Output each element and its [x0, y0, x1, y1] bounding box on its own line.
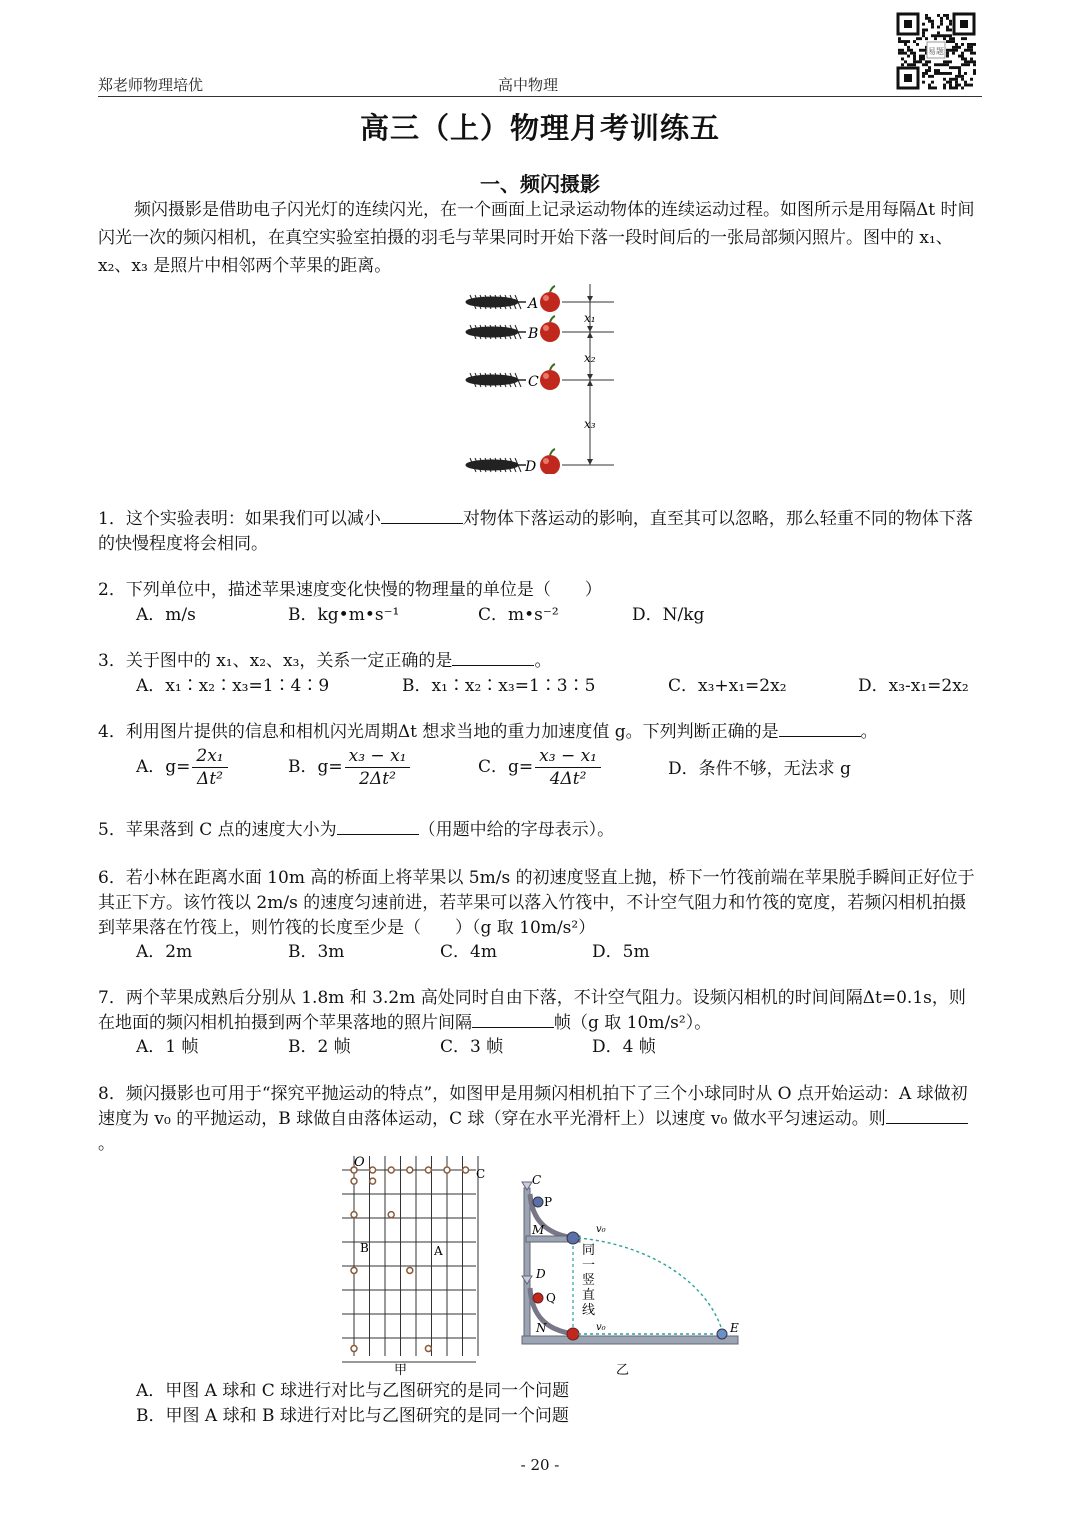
grid-ball-dot [425, 1167, 431, 1173]
yi-label-C: C [532, 1173, 542, 1187]
yi-label-v0-bottom: v₀ [596, 1322, 606, 1333]
qr-code [896, 12, 976, 90]
q6-option-a: A．2m [136, 942, 193, 962]
q4-option-c [478, 745, 601, 790]
question-8-stem [98, 1082, 980, 1157]
question-2-options [0, 603, 1080, 629]
grid-ball-dot [370, 1167, 376, 1173]
jia-caption: 甲 [394, 1363, 408, 1378]
grid-ball-dot [351, 1267, 357, 1273]
jia-label-B: B [360, 1241, 369, 1255]
jia-label-A: A [434, 1244, 443, 1258]
header-left: 郑老师物理培优 [98, 76, 204, 94]
q3-option-b: B．x₁∶x₂∶x₃=1∶3∶5 [402, 676, 596, 696]
q2-option-c: C．m•s⁻² [478, 605, 559, 625]
q4-a-numerator: 2x₁ [192, 745, 227, 768]
yi-label-Q: Q [546, 1291, 556, 1305]
feather-icon [466, 325, 526, 339]
yi-caption: 乙 [616, 1363, 630, 1378]
q4-option-a [136, 745, 228, 790]
q7-text-b: 帧（g 取 10m/s²）。 [554, 1013, 712, 1033]
q4-b-denominator: 2Δt² [359, 769, 396, 789]
q2-option-d: D．N/kg [632, 605, 705, 625]
yi-label-v0-top: v₀ [596, 1224, 606, 1235]
grid-ball-dot [407, 1267, 413, 1273]
q3-option-d: D．x₃-x₁=2x₂ [858, 676, 969, 696]
question-7-options [0, 1035, 1080, 1061]
apple-icon [540, 449, 560, 474]
apple-icon [540, 364, 560, 390]
grid-ball-dot [370, 1178, 376, 1184]
page-number: - 20 - [520, 1456, 560, 1474]
q3-option-c: C．x₃+x₁=2x₂ [668, 676, 787, 696]
q4-option-b-label: B．g= [288, 757, 343, 777]
figure-yi-apparatus [516, 1170, 744, 1382]
q7-option-d: D．4 帧 [592, 1037, 656, 1057]
q1-text-b: 对物体下落运动的影响，直至其可以忽略，那么轻重不同的物体下落的快慢程度将会相同。 [98, 509, 973, 554]
figure-jia-grid [336, 1152, 496, 1382]
yi-label-D: D [536, 1267, 546, 1281]
q8-option-a: A．甲图 A 球和 C 球进行对比与乙图研究的是同一个问题 [136, 1381, 570, 1401]
grid-ball-dot [407, 1167, 413, 1173]
q2-option-a: A．m/s [136, 605, 196, 625]
q4-text-b: 。 [860, 722, 878, 742]
q5-blank [337, 818, 419, 835]
q3-blank [452, 649, 534, 666]
q4-b-numerator: x₃ − x₁ [345, 745, 411, 768]
page-title: 高三（上）物理月考训练五 [359, 111, 720, 145]
q7-option-c: C．3 帧 [440, 1037, 504, 1057]
q3-option-a: A．x₁∶x₂∶x₃=1∶4∶9 [136, 676, 330, 696]
grid-ball-dot [351, 1346, 357, 1352]
q6-option-b: B．3m [288, 942, 345, 962]
q4-c-denominator: 4Δt² [549, 769, 587, 789]
qr-code-graphic [896, 12, 976, 90]
q7-option-b: B．2 帧 [288, 1037, 351, 1057]
q7-blank [472, 1011, 554, 1028]
yi-label-E: E [730, 1321, 739, 1335]
q4-c-numerator: x₃ − x₁ [535, 745, 601, 768]
q3-text-a: 3．关于图中的 x₁、x₂、x₃，关系一定正确的是 [98, 651, 453, 671]
q4-option-a-label: A．g= [136, 757, 191, 777]
question-6-options [0, 940, 1080, 966]
yi-vertical-line-text: 同一竖直线 [582, 1243, 596, 1318]
dim-x1: x₁ [584, 311, 596, 325]
q4-text-a: 4．利用图片提供的信息和相机闪光周期Δt 想求当地的重力加速度值 g。下列判断正确的是 [98, 722, 779, 742]
q4-option-d: D．条件不够，无法求 g [668, 759, 851, 779]
q1-text-a: 1．这个实验表明：如果我们可以减小 [98, 509, 381, 529]
q2-option-b: B．kg•m•s⁻¹ [288, 605, 400, 625]
question-7 [98, 986, 980, 1036]
q6-option-c: C．4m [440, 942, 497, 962]
jia-label-O: O [354, 1155, 365, 1170]
yi-label-N: N [536, 1321, 547, 1335]
qr-logo-text: 易题 [928, 47, 944, 56]
question-1 [98, 507, 980, 557]
jia-label-C: C [476, 1167, 486, 1181]
intro-paragraph: 频闪摄影是借助电子闪光灯的连续闪光，在一个画面上记录运动物体的连续运动过程。如图所示是用每隔Δt 时间闪光一次的频闪相机，在真空实验室拍摄的羽毛与苹果同时开始下落一段时间后的一张局部频闪照片。图中的 x₁、x₂、x₃ 是照片中相邻两个苹果的距离。 [98, 200, 975, 276]
q4-a-denominator: Δt² [197, 769, 223, 789]
q8-option-b: B．甲图 A 球和 B 球进行对比与乙图研究的是同一个问题 [136, 1406, 569, 1426]
question-8-options [136, 1379, 936, 1429]
q5-text-a: 5．苹果落到 C 点的速度大小为 [98, 820, 337, 840]
grid-ball-dot [388, 1212, 394, 1218]
q7-text-a: 7．两个苹果成熟后分别从 1.8m 和 3.2m 高处同时自由下落，不计空气阻力。设频闪相机的时间间隔Δt=0.1s，则在地面的频闪相机拍摄到两个苹果落地的照片间隔 [98, 988, 966, 1033]
question-2-stem: 2．下列单位中，描述苹果速度变化快慢的物理量的单位是（ ） [98, 580, 602, 600]
q8-text-a: 8．频闪摄影也可用于“探究平抛运动的特点”，如图甲是用频闪相机拍下了三个小球同时从 O 点开始运动：A 球做初速度为 v₀ 的平抛运动，B 球做自由落体运动，C 球（穿在水平光滑杆上）以速度 v₀ 做水平匀速运动。则 [98, 1084, 968, 1129]
q4-option-c-label: C．g= [478, 757, 534, 777]
feather-icon [466, 373, 526, 387]
yi-label-M: M [532, 1223, 545, 1237]
grid-ball-dot [351, 1212, 357, 1218]
grid-ball-dot [463, 1167, 469, 1173]
q7-option-a: A．1 帧 [136, 1037, 199, 1057]
grid-ball-dot [388, 1167, 394, 1173]
label-D: D [525, 459, 537, 474]
feather-icon [466, 295, 526, 309]
q8-blank [886, 1107, 968, 1124]
section-title: 一、频闪摄影 [480, 172, 600, 196]
header-rule [98, 96, 982, 97]
label-A: A [528, 296, 539, 312]
q8-text-b: 。 [98, 1134, 115, 1154]
dim-x2: x₂ [584, 351, 596, 365]
question-6-stem: 6．若小林在距离水面 10m 高的桥面上将苹果以 5m/s 的初速度竖直上抛，桥下一竹筏前端在苹果脱手瞬间正好位于其正下方。该竹筏以 2m/s 的速度匀速前进，若苹果可以落入竹筏中，不计空气阻力和竹筏的宽度，若频闪相机拍摄到苹果落在竹筏上，则竹筏的长度至少是（ ）（g 取 10m/s²） [98, 868, 975, 938]
feather-icon [466, 458, 526, 472]
label-B: B [528, 326, 539, 342]
question-4-stem [98, 720, 980, 745]
q4-option-b [288, 745, 410, 790]
question-3-options [0, 674, 1080, 700]
flash-photo-figure [462, 282, 622, 474]
question-4-options [0, 745, 1080, 797]
grid-ball-dot [425, 1346, 431, 1352]
question-3-stem [98, 649, 980, 674]
q1-blank [381, 507, 463, 524]
header-center: 高中物理 [498, 76, 559, 94]
q3-text-b: 。 [534, 651, 552, 671]
q6-option-d: D．5m [592, 942, 650, 962]
question-5 [98, 818, 980, 843]
dim-x3: x₃ [584, 417, 596, 431]
q4-blank [779, 720, 861, 737]
yi-label-P: P [544, 1195, 553, 1209]
label-C: C [528, 374, 539, 390]
grid-ball-dot [351, 1178, 357, 1184]
apple-icon [540, 316, 560, 342]
q5-text-b: （用题中给的字母表示）。 [418, 820, 615, 840]
grid-ball-dot [444, 1167, 450, 1173]
apple-icon [540, 286, 560, 312]
